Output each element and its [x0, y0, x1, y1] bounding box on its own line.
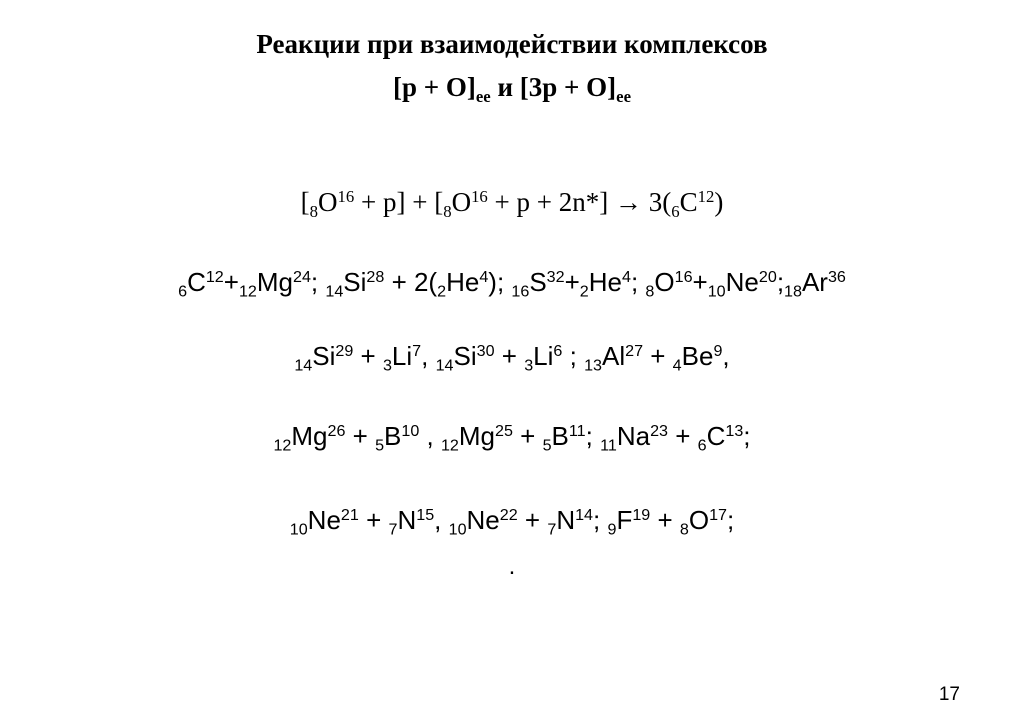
reaction-line-3: $_{12}Mg^{26} + _5B^{10}$ , $_{12}Mg^{25} + _5B^{11}$; $_{11}Na^{23} + _6C^{13}$; — [273, 421, 751, 455]
reaction-line-2: $_{14}Si^{29} + _3Li^7$, $_{14}Si^{30} + _3Li^6$ ; $_{13}Al^{27} + _4Be^9$, — [294, 341, 730, 375]
main-equation: $[_8O^{16} + p] + [_8O^{16} + p + 2n*] \to 3(_6C^{12})$ — [300, 186, 724, 221]
reaction-line-1: $_6C^{12}+_{12}Mg^{24}$; $_{14}Si^{28} + 2(_2He^4)$; $_{16}S^{32}+_2He^4$; $_8O^{16}+_{10}Ne^{20};_{18}Ar^{36}$ — [178, 267, 846, 301]
reaction-line-4: $_{10}Ne^{21} + _7N^{15}$, $_{10}Ne^{22} + _7N^{14}$; $_9F^{19} + _8O^{17}$; — [289, 505, 735, 539]
slide-title-line2: $[p + O]_{ee}$ и $[3p + O]_{ee}$ — [392, 72, 632, 106]
slide-title-line1: Реакции при взаимодействии комплексов — [256, 29, 768, 59]
trailing-dot: . — [508, 553, 516, 580]
page-number: 17 — [938, 684, 960, 705]
